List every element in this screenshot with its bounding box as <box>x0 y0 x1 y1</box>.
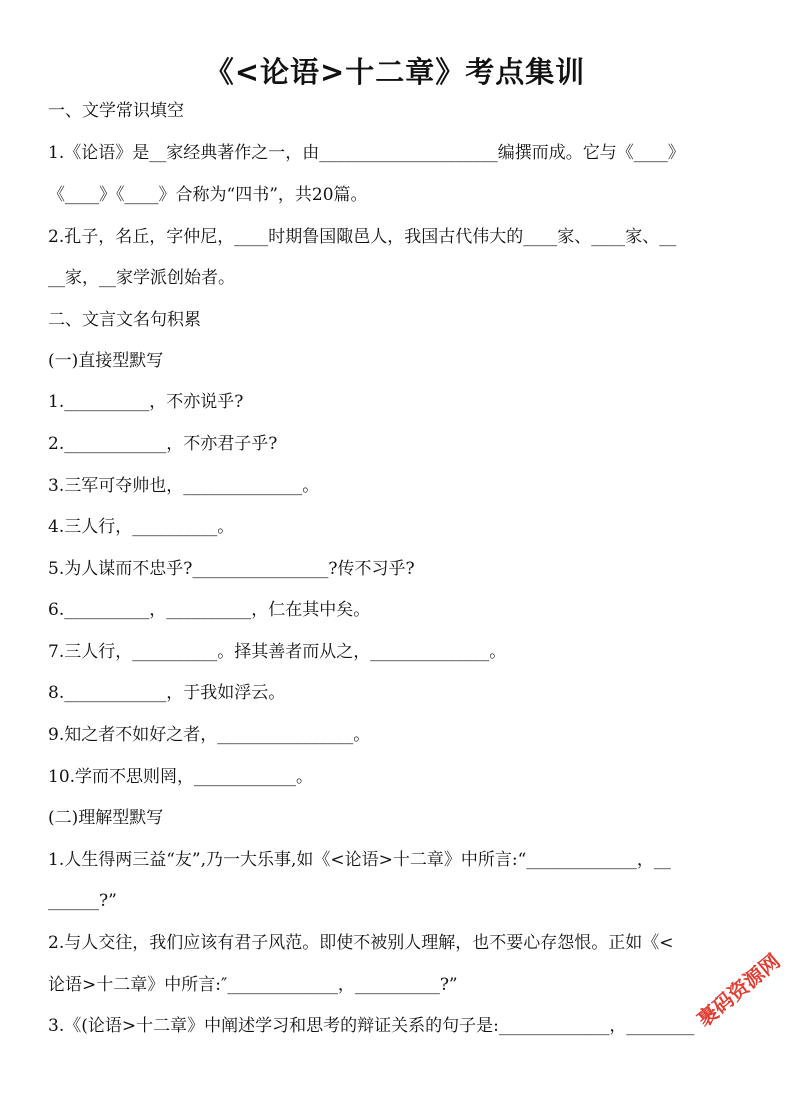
text-line: ______?” <box>48 891 117 911</box>
question-item: 1.人生得两三益“友”,乃一大乐事,如《<论语>十二章》中所言:“_____________，__ <box>48 850 671 870</box>
question-item: 9.知之者不如好之者，________________。 <box>48 725 371 745</box>
question-item: 2.与人交往，我们应该有君子风范。即使不被别人理解，也不要心存怨恨。正如《< <box>48 933 674 953</box>
question-item: 10.学而不思则罔，____________。 <box>48 767 314 787</box>
question-item: 5.为人谋而不忠乎?________________?传不习乎? <box>48 559 415 579</box>
question-item: 7.三人行，__________。择其善者而从之，______________。 <box>48 642 507 662</box>
text-line: __家，__家学派创始者。 <box>48 268 235 288</box>
question-item: 2.____________，不亦君子乎? <box>48 434 278 454</box>
section-heading: 一、文学常识填空 <box>48 101 184 121</box>
question-item: 1.__________，不亦说乎? <box>48 392 244 412</box>
text-line: 论语>十二章》中所言:″_____________，__________?” <box>48 975 458 995</box>
section-heading: 二、文言文名句积累 <box>48 310 201 330</box>
subsection-heading: (一)直接型默写 <box>48 351 164 371</box>
subsection-heading: (二)理解型默写 <box>48 808 164 828</box>
question-item: 6.__________，__________，仁在其中矣。 <box>48 600 371 620</box>
page-title: 《<论语>十二章》考点集训 <box>204 55 586 89</box>
watermark-stamp: 裹码资源网 <box>692 948 785 1032</box>
text-line: 1.《论语》是__家经典著作之一，由_____________________编撰而成。它与《____》 <box>48 143 685 163</box>
question-item: 8.____________，于我如浮云。 <box>48 683 286 703</box>
question-item: 3.三军可夺帅也，______________。 <box>48 476 320 496</box>
question-item: 3.《(论语>十二章》中阐述学习和思考的辩证关系的句子是:_____________，________ <box>48 1016 695 1036</box>
text-line: 《____》《____》合称为“四书”，共20篇。 <box>48 185 368 205</box>
text-line: 2.孔子，名丘，字仲尼，____时期鲁国陬邑人，我国古代伟大的____家、____家、__ <box>48 227 677 247</box>
question-item: 4.三人行，__________。 <box>48 517 235 537</box>
